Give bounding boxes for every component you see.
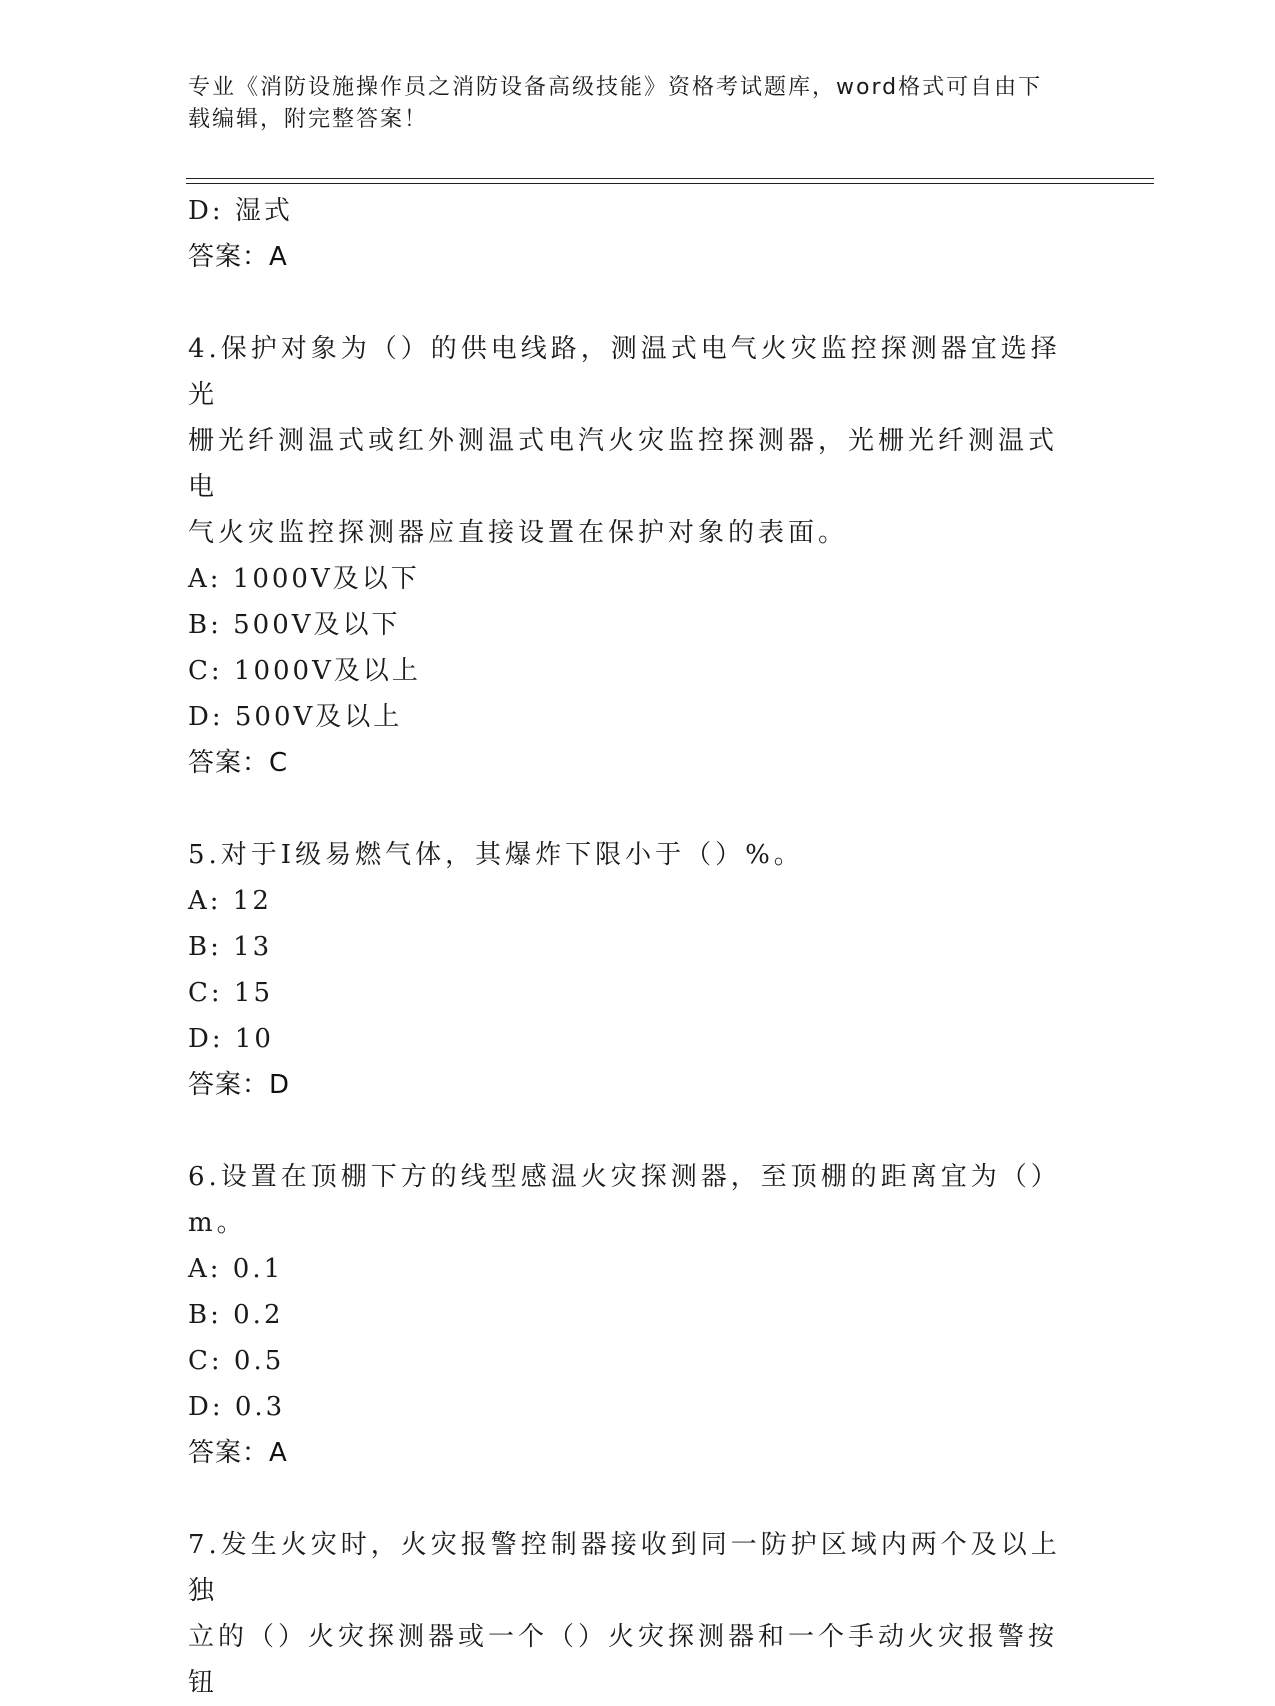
answer-label: 答案：A	[188, 1438, 288, 1468]
header-line-1: 专业《消防设施操作员之消防设备高级技能》资格考试题库，word格式可自由下	[188, 75, 1043, 100]
answer-label: 答案：D	[188, 1070, 291, 1100]
option-b: B: 13	[188, 932, 273, 962]
option-a: A: 0.1	[188, 1254, 284, 1284]
question-text: 7.发生火灾时，火灾报警控制器接收到同一防护区域内两个及以上独	[188, 1530, 1061, 1606]
question-6	[188, 1154, 1068, 1476]
question-text: 5.对于Ⅰ级易燃气体，其爆炸下限小于（）%。	[188, 840, 804, 870]
option-c: C: 15	[188, 978, 274, 1008]
question-content	[188, 188, 1068, 1706]
answer-label: 答案：C	[188, 748, 289, 778]
question-text: 栅光纤测温式或红外测温式电汽火灾监控探测器，光栅光纤测温式电	[188, 426, 1059, 502]
document-header	[188, 72, 1068, 136]
question-text: 立的（）火灾探测器或一个（）火灾探测器和一个手动火灾报警按钮	[188, 1622, 1059, 1698]
option-a: A: 12	[188, 886, 272, 916]
option-c: C: 1000V及以上	[188, 656, 421, 686]
question-text: 6.设置在顶棚下方的线型感温火灾探测器，至顶棚的距离宜为（）m。	[188, 1162, 1061, 1238]
option-c: C: 0.5	[188, 1346, 285, 1376]
option-d: D: 10	[188, 1024, 274, 1054]
option-b: B: 0.2	[188, 1300, 284, 1330]
question-text: 气火灾监控探测器应直接设置在保护对象的表面。	[188, 518, 849, 548]
header-line-2: 载编辑，附完整答案！	[188, 107, 429, 132]
question-4	[188, 326, 1068, 786]
option-d: D: 0.3	[188, 1392, 286, 1422]
header-divider-top	[186, 178, 1154, 179]
option-a: A: 1000V及以下	[188, 564, 420, 594]
option-d: D: 湿式	[188, 196, 293, 226]
option-d: D: 500V及以上	[188, 702, 403, 732]
question-text: 4.保护对象为（）的供电线路，测温式电气火灾监控探测器宜选择光	[188, 334, 1061, 410]
question-5	[188, 832, 1068, 1108]
header-divider-bottom	[186, 183, 1154, 184]
option-b: B: 500V及以下	[188, 610, 401, 640]
answer-label: 答案：A	[188, 242, 288, 272]
question-7	[188, 1522, 1068, 1706]
